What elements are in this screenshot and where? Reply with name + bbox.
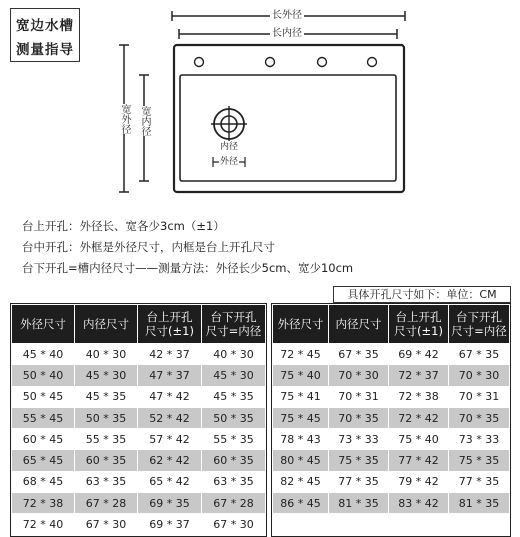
table-cell: 45 * 35 — [75, 386, 138, 407]
table-cell: 47 * 37 — [138, 365, 202, 386]
table-row — [12, 514, 266, 535]
table-cell: 65 * 42 — [138, 471, 202, 492]
table-cell: 63 * 35 — [202, 471, 266, 492]
table-cell: 50 * 40 — [12, 365, 75, 386]
table-cell: 72 * 37 — [389, 365, 449, 386]
outer-dia-label: 外径 — [220, 157, 239, 167]
note-mid-mount: 台中开孔：外框是外径尺寸，内框是台上开孔尺寸 — [22, 240, 275, 254]
table-cell: 67 * 28 — [75, 493, 138, 514]
table-cell — [273, 514, 329, 535]
table-cell — [329, 514, 389, 535]
table-cell: 45 * 30 — [75, 365, 138, 386]
table-cell: 52 * 42 — [138, 407, 202, 428]
table-cell: 57 * 42 — [138, 429, 202, 450]
table-cell: 50 * 35 — [75, 407, 138, 428]
faucet-hole-4 — [368, 58, 377, 67]
table-row — [273, 514, 510, 535]
outer-width-label: 宽外径 — [119, 104, 130, 134]
table-cell: 72 * 38 — [12, 493, 75, 514]
table-cell: 80 * 45 — [273, 450, 329, 471]
table-cell — [449, 514, 510, 535]
table-row — [12, 450, 266, 471]
table-row — [12, 344, 266, 365]
table-cell: 82 * 45 — [273, 471, 329, 492]
faucet-hole-1 — [195, 58, 204, 67]
table-cell: 73 * 33 — [449, 429, 510, 450]
sink-diagram — [0, 0, 520, 210]
header-outer-size: 外径尺寸 — [12, 305, 75, 344]
table-row — [273, 493, 510, 514]
table-cell: 45 * 30 — [202, 365, 266, 386]
table-cell: 70 * 31 — [449, 386, 510, 407]
table-cell: 40 * 30 — [202, 344, 266, 365]
table-cell: 50 * 35 — [202, 407, 266, 428]
table-row — [12, 471, 266, 492]
table-cell: 63 * 35 — [75, 471, 138, 492]
table-cell: 70 * 30 — [329, 365, 389, 386]
unit-label: 具体开孔尺寸如下：单位：CM — [333, 286, 511, 303]
size-table-right — [271, 303, 511, 537]
outer-length-label: 长外径 — [272, 10, 302, 21]
table-cell: 86 * 45 — [273, 493, 329, 514]
table-cell: 75 * 45 — [273, 407, 329, 428]
table-cell: 77 * 35 — [329, 471, 389, 492]
note-under-mount: 台下开孔=槽内径尺寸——测量方法：外径长少5cm、宽少10cm — [22, 261, 354, 275]
table-cell: 72 * 40 — [12, 514, 75, 535]
inner-length-label: 长内径 — [272, 28, 302, 39]
faucet-hole-3 — [318, 58, 327, 67]
title-line-2: 测量指导 — [16, 42, 74, 58]
header-top-mount: 台上开孔 尺寸(±1) — [389, 305, 449, 344]
table-cell: 67 * 30 — [202, 514, 266, 535]
table-cell: 72 * 38 — [389, 386, 449, 407]
table-cell: 72 * 42 — [389, 407, 449, 428]
table-cell: 45 * 40 — [12, 344, 75, 365]
table-row — [12, 407, 266, 428]
table-cell: 78 * 43 — [273, 429, 329, 450]
table-row — [12, 493, 266, 514]
table-cell: 75 * 41 — [273, 386, 329, 407]
table-row — [273, 450, 510, 471]
table-cell: 81 * 35 — [329, 493, 389, 514]
header-top-mount: 台上开孔 尺寸(±1) — [138, 305, 202, 344]
table-row — [273, 471, 510, 492]
table-cell: 69 * 35 — [138, 493, 202, 514]
table-cell: 55 * 35 — [202, 429, 266, 450]
header-under-mount: 台下开孔 尺寸=内径 — [202, 305, 266, 344]
inner-width-label: 宽内径 — [139, 106, 150, 136]
size-table-left — [10, 303, 267, 537]
table-row — [273, 407, 510, 428]
table-row — [12, 386, 266, 407]
table-cell: 47 * 42 — [138, 386, 202, 407]
table-cell: 50 * 45 — [12, 386, 75, 407]
header-inner-size: 内径尺寸 — [75, 305, 138, 344]
table-cell: 79 * 42 — [389, 471, 449, 492]
table-cell: 67 * 35 — [329, 344, 389, 365]
table-cell: 69 * 42 — [389, 344, 449, 365]
table-cell: 55 * 45 — [12, 407, 75, 428]
table-cell — [389, 514, 449, 535]
table-cell: 70 * 35 — [329, 407, 389, 428]
table-row — [273, 386, 510, 407]
table-cell: 83 * 42 — [389, 493, 449, 514]
table-cell: 81 * 35 — [449, 493, 510, 514]
table-cell: 60 * 35 — [75, 450, 138, 471]
table-cell: 70 * 31 — [329, 386, 389, 407]
table-row — [273, 365, 510, 386]
table-cell: 72 * 45 — [273, 344, 329, 365]
table-cell: 75 * 35 — [449, 450, 510, 471]
table-cell: 65 * 45 — [12, 450, 75, 471]
table-cell: 75 * 40 — [389, 429, 449, 450]
table-row — [273, 429, 510, 450]
note-top-mount: 台上开孔：外径长、宽各少3cm（±1） — [22, 219, 225, 233]
header-inner-size: 内径尺寸 — [329, 305, 389, 344]
table-cell: 77 * 35 — [449, 471, 510, 492]
table-cell: 67 * 28 — [202, 493, 266, 514]
header-under-mount: 台下开孔 尺寸=内径 — [449, 305, 510, 344]
table-cell: 67 * 35 — [449, 344, 510, 365]
sink-outer-frame — [174, 45, 404, 192]
table-cell: 60 * 35 — [202, 450, 266, 471]
table-row — [273, 344, 510, 365]
table-cell: 70 * 35 — [449, 407, 510, 428]
table-row — [12, 365, 266, 386]
table-cell: 70 * 30 — [449, 365, 510, 386]
header-outer-size: 外径尺寸 — [273, 305, 329, 344]
table-cell: 55 * 35 — [75, 429, 138, 450]
table-cell: 73 * 33 — [329, 429, 389, 450]
faucet-hole-2 — [266, 58, 275, 67]
table-cell: 68 * 45 — [12, 471, 75, 492]
inner-dia-label: 内径 — [220, 142, 239, 152]
table-cell: 77 * 42 — [389, 450, 449, 471]
table-cell: 69 * 37 — [138, 514, 202, 535]
table-cell: 75 * 40 — [273, 365, 329, 386]
table-cell: 67 * 30 — [75, 514, 138, 535]
table-cell: 75 * 35 — [329, 450, 389, 471]
table-row — [12, 429, 266, 450]
table-cell: 40 * 30 — [75, 344, 138, 365]
table-cell: 60 * 45 — [12, 429, 75, 450]
table-cell: 42 * 37 — [138, 344, 202, 365]
table-cell: 62 * 42 — [138, 450, 202, 471]
title-line-1: 宽边水槽 — [16, 18, 74, 34]
table-cell: 45 * 35 — [202, 386, 266, 407]
